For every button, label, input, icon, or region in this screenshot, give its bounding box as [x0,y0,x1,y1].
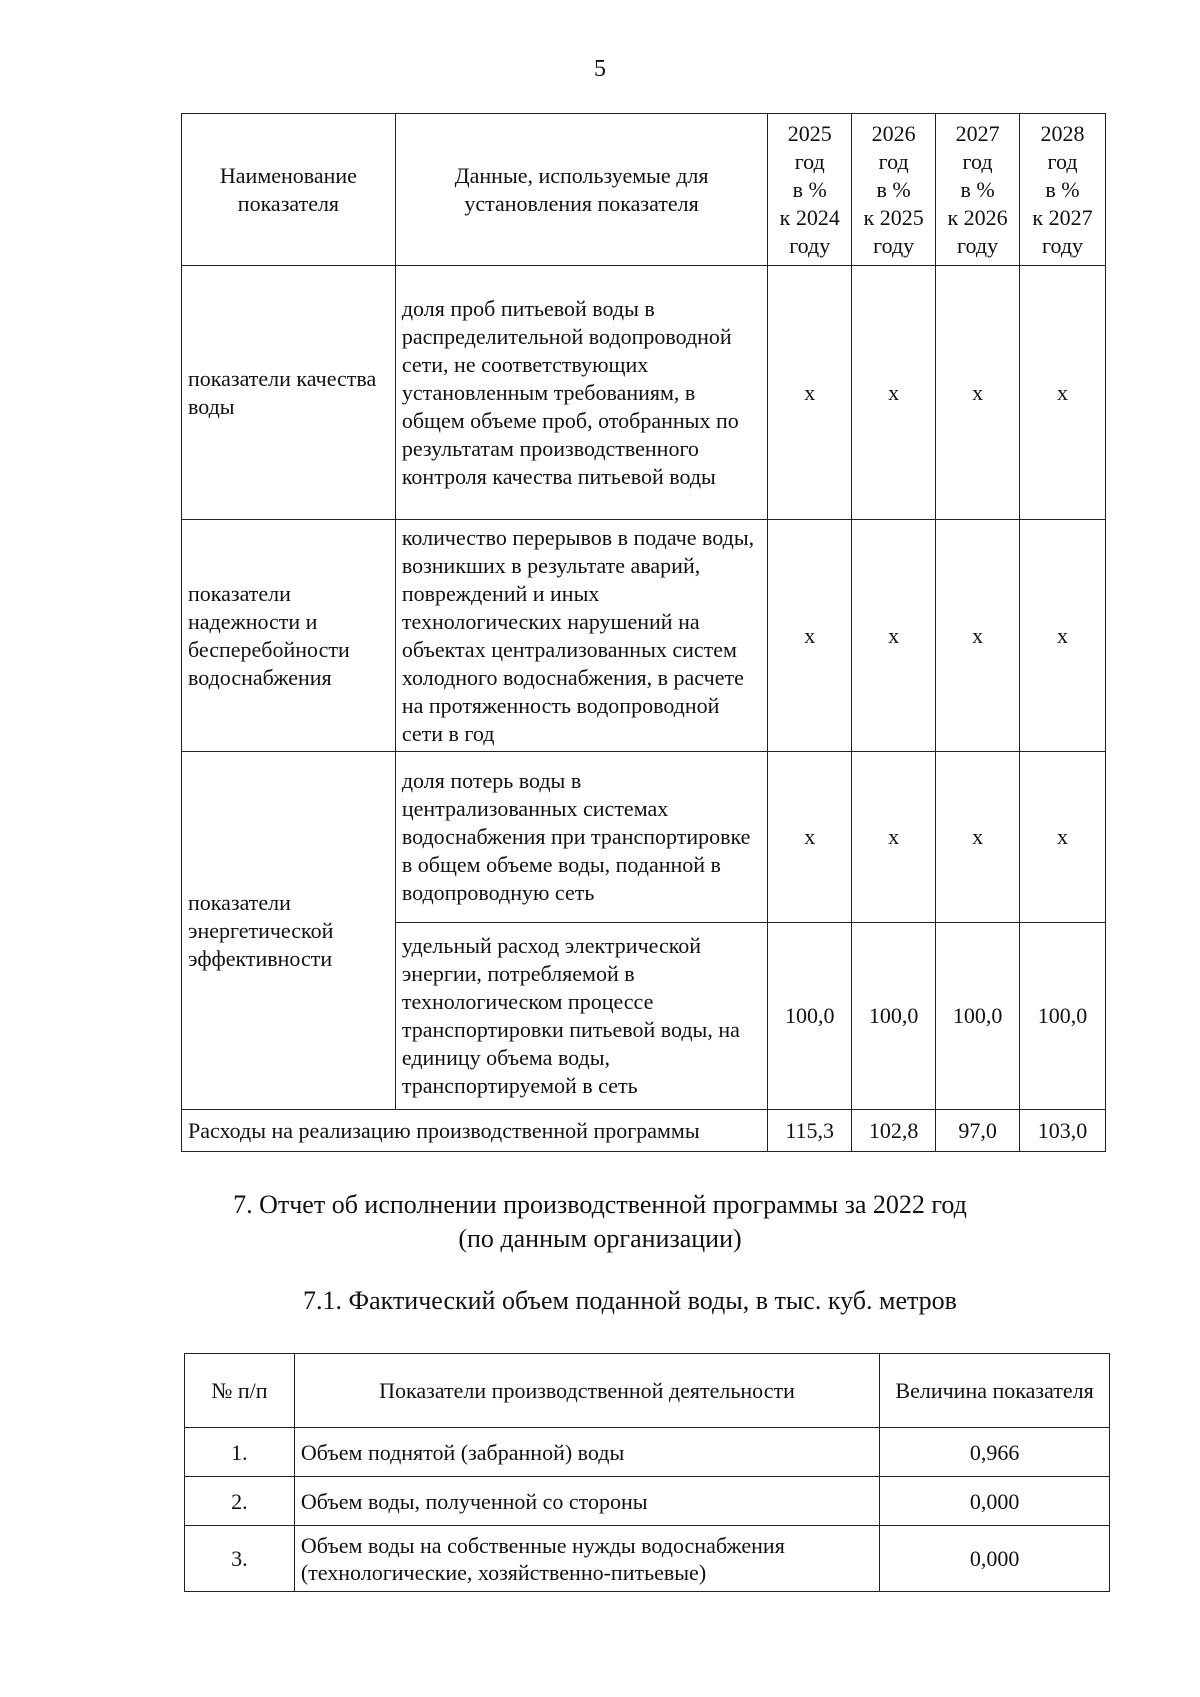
value-cell: 102,8 [852,1110,936,1152]
value-cell: x [852,752,936,923]
value-cell: 100,0 [852,923,936,1110]
section-7-subtitle: (по данным организации) [458,1224,742,1253]
value-cell: x [1020,520,1106,752]
value-cell: x [936,752,1020,923]
indicator-data: удельный расход электрической энергии, потребляемой в технологическом процессе транспортировки питьевой воды, на единицу объема воды, транспортируемой в сеть [395,923,767,1110]
value-cell: 100,0 [1020,923,1106,1110]
indicator-data: количество перерывов в подаче воды, возникших в результате аварий, повреждений и иных технологических нарушений на объектах централизованных систем холодного водоснабжения, в расчете на протяженность водопроводной сети в год [395,520,767,752]
header-name: Наименование показателя [182,114,396,266]
row-value: 0,000 [880,1477,1110,1526]
section-7-1-heading: 7.1. Фактический объем поданной воды, в тыс. куб. метров [303,1286,957,1315]
table-row [185,1428,1110,1477]
section-7-heading [0,1188,1200,1256]
header-value: Величина показателя [880,1354,1110,1428]
value-cell: 100,0 [768,923,852,1110]
row-indicator: Объем воды на собственные нужды водоснабжения (технологические, хозяйственно-питьевые) [294,1526,879,1592]
table-row [182,752,1106,923]
indicator-name: показатели энергетической эффективности [182,752,396,1110]
indicator-data: доля проб питьевой воды в распределительной водопроводной сети, не соответствующих установленным требованиям, в общем объеме проб, отобранных по результатам производственного контроля качества питьевой воды [395,266,767,520]
value-cell: x [1020,266,1106,520]
row-num: 2. [185,1477,295,1526]
value-cell: 97,0 [936,1110,1020,1152]
indicator-data: доля потерь воды в централизованных системах водоснабжения при транспортировке в общем объеме воды, поданной в водопроводную сеть [395,752,767,923]
header-year-2026: 2026 год в % к 2025 году [852,114,936,266]
header-year-2028: 2028 год в % к 2027 году [1020,114,1106,266]
page-number: 5 [594,56,606,82]
value-cell: 115,3 [768,1110,852,1152]
row-indicator: Объем поднятой (забранной) воды [294,1428,879,1477]
value-cell: x [768,266,852,520]
expenses-row [182,1110,1106,1152]
value-cell: x [768,520,852,752]
header-indicator: Показатели производственной деятельности [294,1354,879,1428]
water-volume-table [184,1353,1110,1592]
row-num: 3. [185,1526,295,1592]
value-cell: x [852,266,936,520]
header-year-2025: 2025 год в % к 2024 году [768,114,852,266]
table-header-row [185,1354,1110,1428]
value-cell: 100,0 [936,923,1020,1110]
section-7-title: 7. Отчет об исполнении производственной программы за 2022 год [233,1190,967,1219]
row-num: 1. [185,1428,295,1477]
table-header-row [182,114,1106,266]
table-row [185,1526,1110,1592]
indicators-table [181,113,1106,1152]
value-cell: x [936,266,1020,520]
value-cell: x [852,520,936,752]
header-num: № п/п [185,1354,295,1428]
row-indicator: Объем воды, полученной со стороны [294,1477,879,1526]
table-row [185,1477,1110,1526]
table-row [182,520,1106,752]
value-cell: x [936,520,1020,752]
indicator-name: показатели качества воды [182,266,396,520]
value-cell: x [1020,752,1106,923]
row-value: 0,000 [880,1526,1110,1592]
row-value: 0,966 [880,1428,1110,1477]
table-row [182,266,1106,520]
header-data: Данные, используемые для установления показателя [395,114,767,266]
value-cell: 103,0 [1020,1110,1106,1152]
expenses-label: Расходы на реализацию производственной программы [182,1110,768,1152]
header-year-2027: 2027 год в % к 2026 году [936,114,1020,266]
value-cell: x [768,752,852,923]
indicator-name: показатели надежности и бесперебойности водоснабжения [182,520,396,752]
